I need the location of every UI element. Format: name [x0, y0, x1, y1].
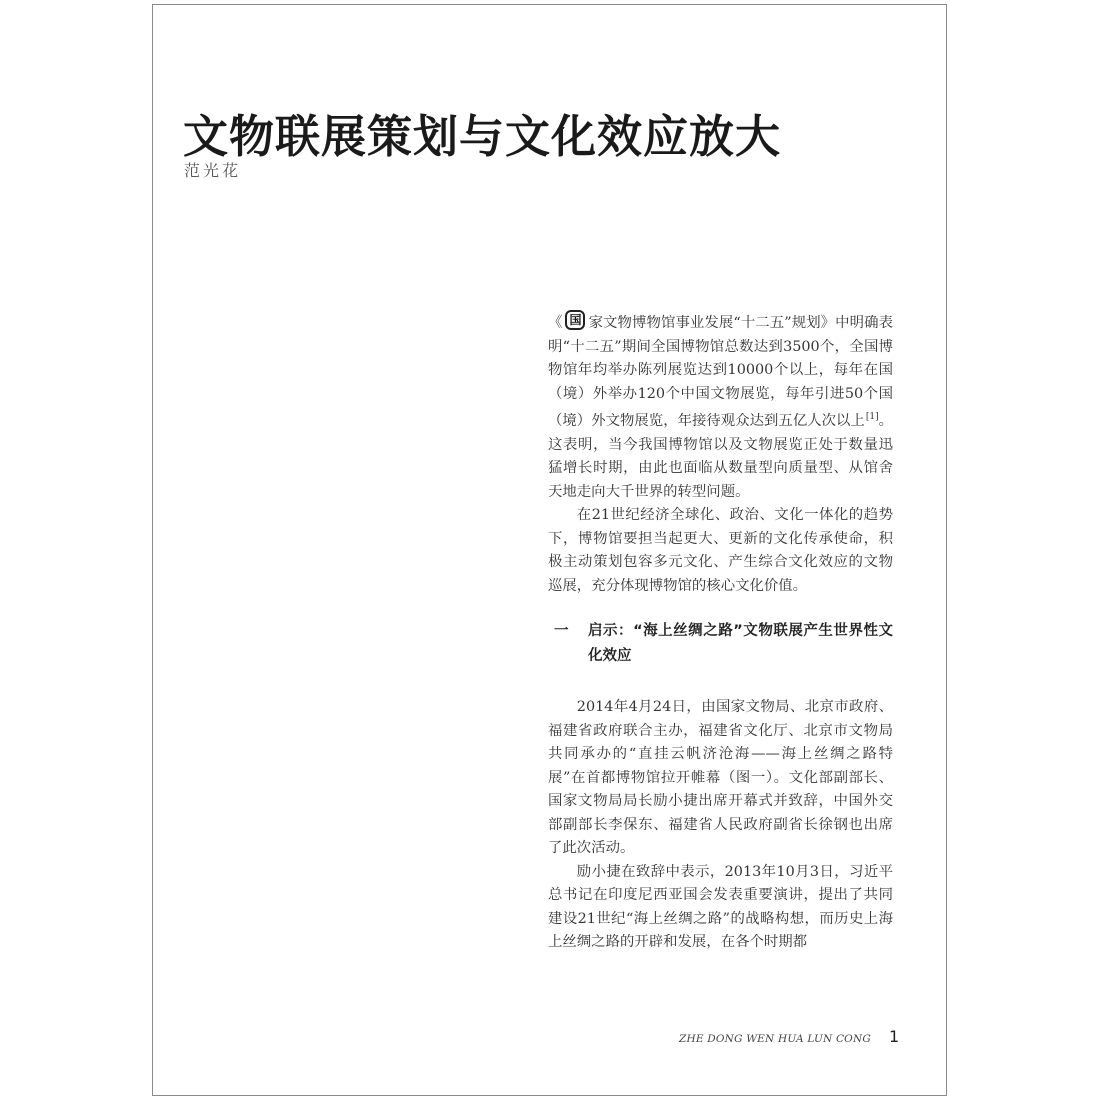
article-author: 范光花 — [184, 161, 242, 180]
opening-bracket: 《 — [548, 315, 563, 331]
paragraph-4: 励小捷在致辞中表示，2013年10月3日，习近平总书记在印度尼西亚国会发表重要演讲，提出了共同建设21世纪“海上丝绸之路”的战略构想，而历史上海上丝绸之路的开辟和发展，在各个时期都 — [548, 863, 893, 950]
document-page — [152, 4, 947, 1096]
paragraph-2: 在21世纪经济全球化、政治、文化一体化的趋势下，博物馆要担当起更大、更新的文化传承使命，积极主动策划包容多元文化、产生综合文化效应的文物巡展，充分体现博物馆的核心文化价值。 — [548, 507, 893, 594]
section-number: 一 — [554, 623, 569, 639]
paragraph-1 — [548, 310, 893, 504]
section-heading-text: 启示：“海上丝绸之路”文物联展产生世界性文化效应 — [588, 623, 893, 664]
paragraph-1-text-b: 。这表明，当今我国博物馆以及文物展览正处于数量迅猛增长时期，由此也面临从数量型向质量型、从馆舍天地走向大千世界的转型问题。 — [548, 413, 893, 500]
paragraph-1-text-a: 家文物博物馆事业发展“十二五”规划》中明确表明“十二五”期间全国博物馆总数达到3500个，全国博物馆年均举办陈列展览达到10000个以上，每年在国（境）外举办120个中国文物展览，每年引进50个国（境）外文物展览，年接待观众达到五亿人次以上 — [548, 315, 893, 429]
journal-running-footer: ZHE DONG WEN HUA LUN CONG — [679, 1033, 871, 1045]
page-number: 1 — [889, 1027, 900, 1046]
paragraph-3: 2014年4月24日，由国家文物局、北京市政府、福建省政府联合主办，福建省文化厅、北京市文物局共同承办的“直挂云帆济沧海——海上丝绸之路特展”在首都博物馆拉开帷幕（图一）。文化部副部长、国家文物局局长励小捷出席开幕式并致辞，中国外交部副部长李保东、福建省人民政府副省长徐钢也出席了此次活动。 — [548, 699, 893, 856]
article-title: 文物联展策划与文化效应放大 — [183, 110, 782, 163]
article-body — [548, 310, 893, 955]
reference-marker: [1] — [865, 412, 879, 422]
section-heading — [548, 619, 893, 669]
dropcap-seal-icon: 国 — [565, 310, 585, 330]
